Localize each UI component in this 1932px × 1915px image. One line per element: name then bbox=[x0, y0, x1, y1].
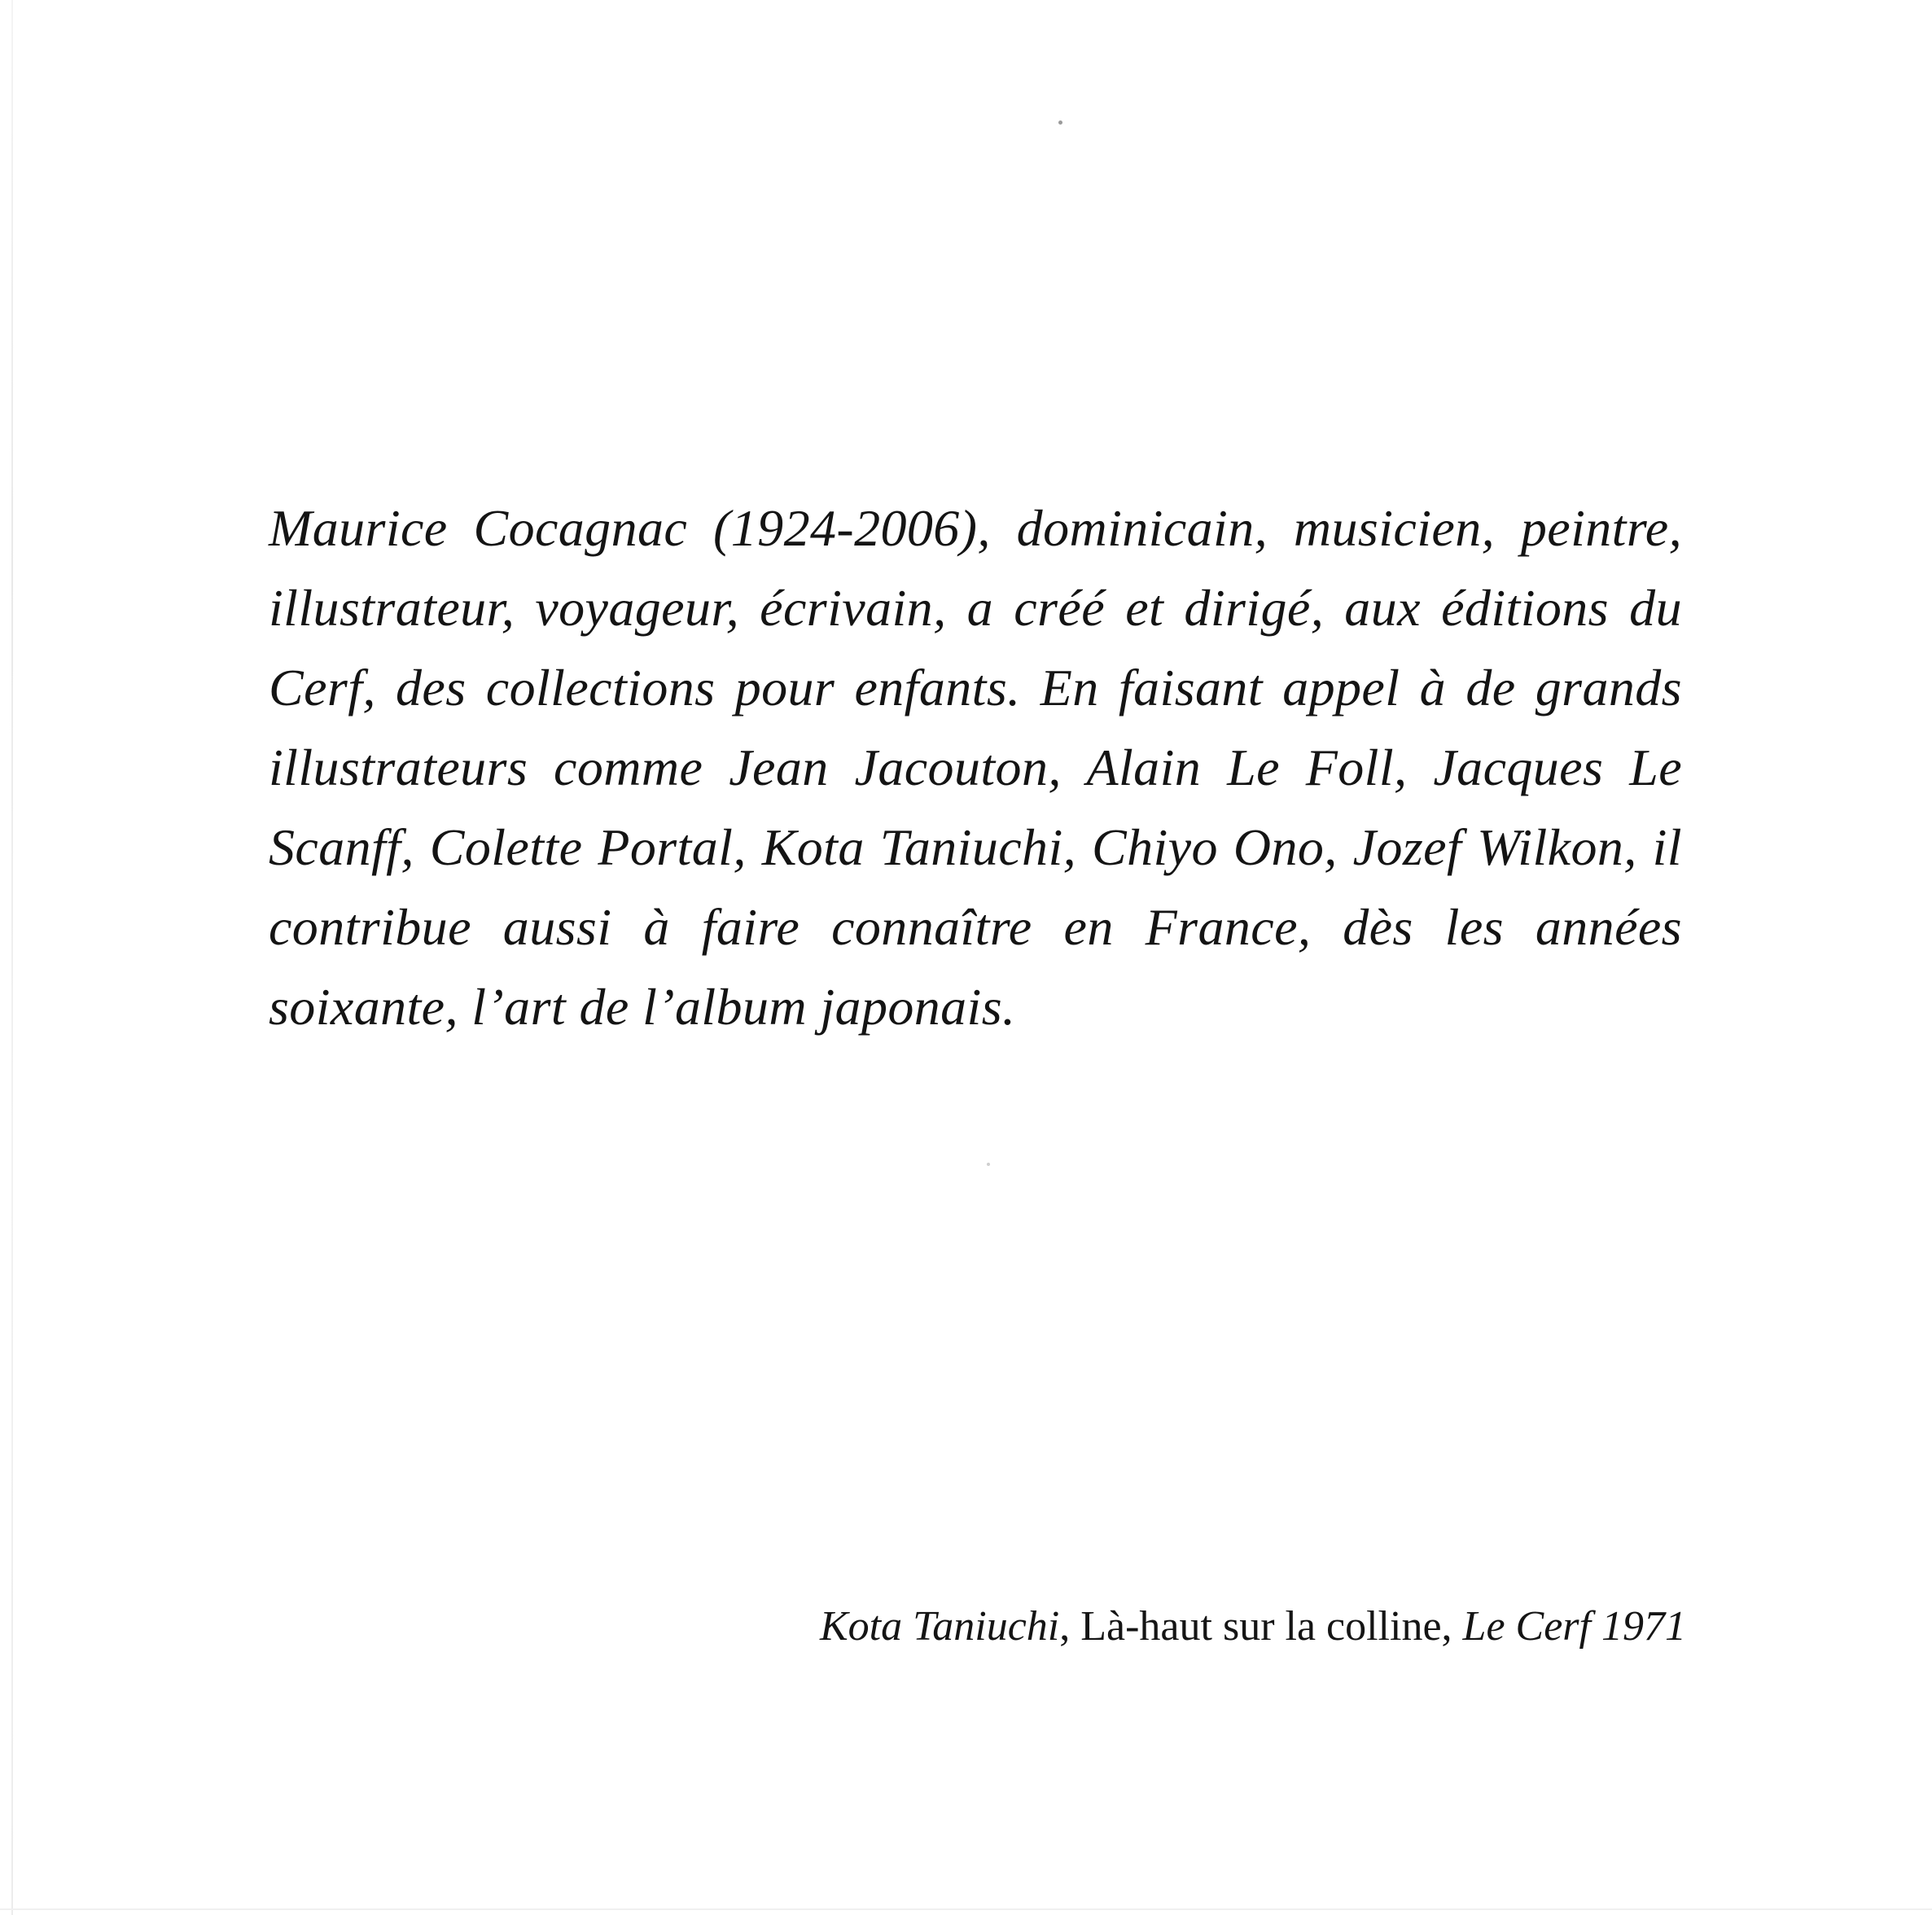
page-edge-bottom bbox=[0, 1908, 1932, 1910]
caption-publisher: Le Cerf bbox=[1462, 1603, 1591, 1650]
caption-separator: , bbox=[1059, 1603, 1081, 1650]
caption-space bbox=[1591, 1603, 1601, 1650]
caption-separator: , bbox=[1441, 1603, 1463, 1650]
image-caption bbox=[820, 1601, 1686, 1653]
page-edge-left bbox=[11, 0, 13, 1915]
caption-year: 1971 bbox=[1601, 1603, 1686, 1650]
dust-speck bbox=[987, 1163, 990, 1166]
dust-speck bbox=[1058, 121, 1062, 125]
bio-paragraph: Maurice Cocagnac (1924-2006), dominicain, musicien, peintre, illustrateur, voyageur, écrivain, a créé et dirigé, aux éditions du Cerf, des collections pour enfants. En faisant appel à de grands illustrateurs comme Jean Jacouton, Alain Le Foll, Jacques Le Scanff, Colette Portal, Kota Taniuchi, Chiyo Ono, Jozef Wilkon, il contribue aussi à faire connaître en France, dès les années soixante, l’art de l’album japonais. bbox=[269, 499, 1682, 1036]
caption-author: Kota Taniuchi bbox=[820, 1603, 1060, 1650]
caption-title: Là-haut sur la colline bbox=[1080, 1603, 1442, 1650]
